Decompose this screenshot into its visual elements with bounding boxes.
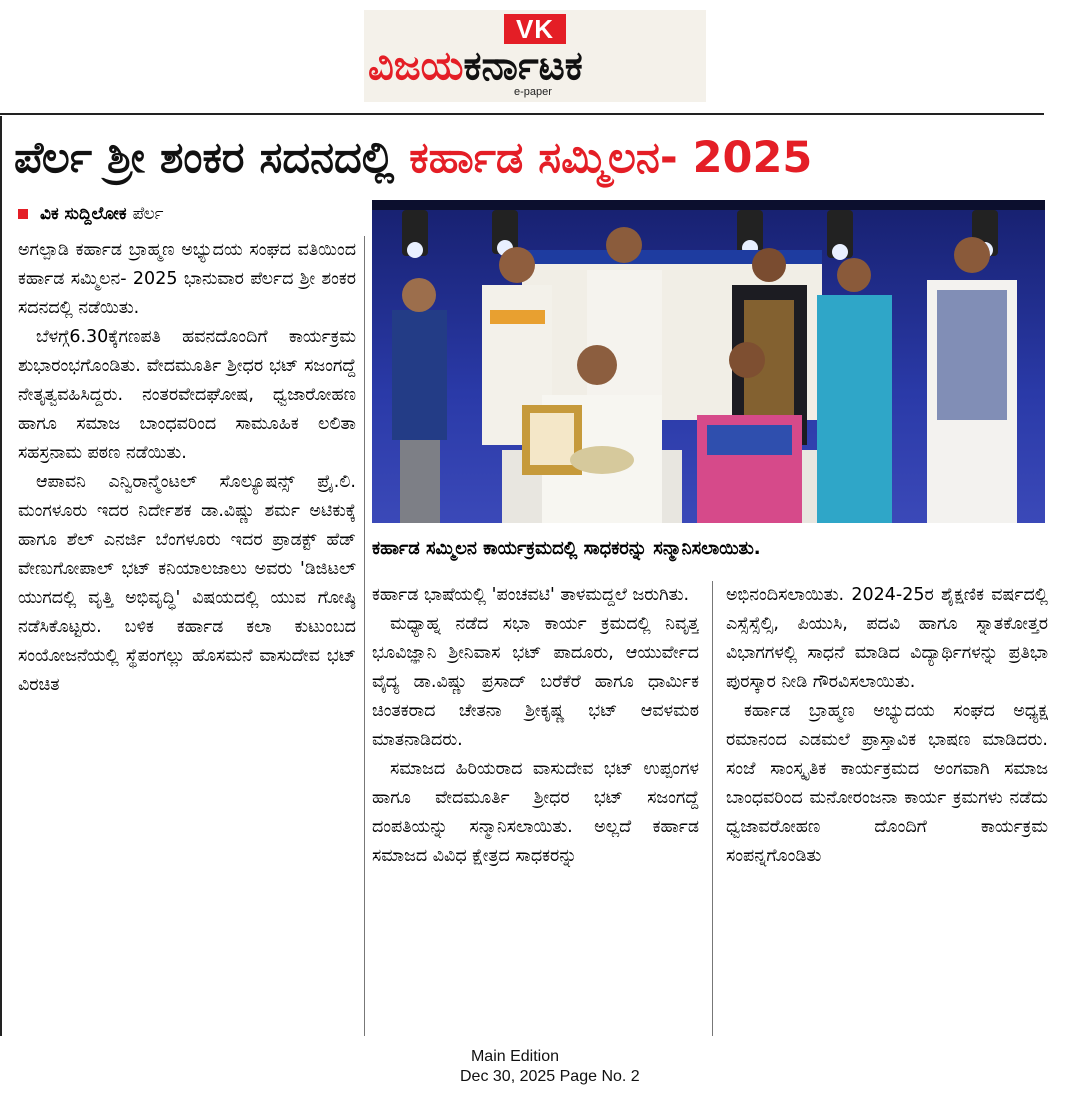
byline-square-icon (18, 209, 28, 219)
article-column-1 (18, 236, 356, 1036)
article-column-2 (372, 581, 699, 1036)
left-rule (0, 116, 2, 1036)
article-column-3 (726, 581, 1048, 1036)
headline (14, 126, 1054, 190)
brand-title-part1: ವಿಜಯ (368, 44, 464, 88)
event-photo (372, 200, 1045, 523)
edition-footer (460, 1047, 640, 1087)
paragraph: ಸಮಾಜದ ಹಿರಿಯರಾದ ವಾಸುದೇವ ಭಟ್ ಉಪ್ಪಂಗಳ ಹಾಗೂ ವೇದಮೂರ್ತಿ ಶ್ರೀಧರ ಭಟ್ ಸಜಂಗದ್ದೆ ದಂಪತಿಯನ್ನು ಸನ್ಮಾನಿಸಲಾಯಿತು. ಅಲ್ಲದೆ ಕರ್ಹಾಡ ಸಮಾಜದ ವಿವಿಧ ಕ್ಷೇತ್ರದ ಸಾಧಕರನ್ನು (372, 759, 699, 866)
byline (18, 200, 163, 228)
paragraph: ಅಗಲ್ಪಾಡಿ ಕರ್ಹಾಡ ಬ್ರಾಹ್ಮಣ ಅಭ್ಯುದಯ ಸಂಘದ ವತಿಯಿಂದ ಕರ್ಹಾಡ ಸಮ್ಮಿಲನ- 2025 ಭಾನುವಾರ ಪೆರ್ಲದ ಶ್ರೀ ಶಂಕರ ಸದನದಲ್ಲಿ ನಡೆಯಿತು. (18, 240, 356, 318)
edition-date-page: Dec 30, 2025 Page No. 2 (460, 1068, 640, 1085)
top-rule (0, 113, 1044, 115)
edition-name: Main Edition (470, 1048, 560, 1065)
epaper-label: e-paper (514, 86, 552, 98)
brand-title-part2: ಕರ್ನಾಟಕ (463, 44, 583, 88)
masthead-logo (364, 10, 706, 102)
byline-place: ಪೆರ್ಲ (132, 204, 164, 224)
headline-part1: ಪೆರ್ಲ ಶ್ರೀ ಶಂಕರ ಸದನದಲ್ಲಿ (14, 133, 395, 183)
paragraph: ಅಭಿನಂದಿಸಲಾಯಿತು. 2024-25ರ ಶೈಕ್ಷಣಿಕ ವರ್ಷದಲ್ಲಿ ಎಸ್ಸೆಸ್ಸೆಲ್ಸಿ, ಪಿಯುಸಿ, ಪದವಿ ಹಾಗೂ ಸ್ನಾತಕೋತ್ತರ ವಿಭಾಗಗಳಲ್ಲಿ ಸಾಧನೆ ಮಾಡಿದ ವಿದ್ಯಾರ್ಥಿಗಳನ್ನು ಪ್ರತಿಭಾ ಪುರಸ್ಕಾರ ನೀಡಿ ಗೌರವಿಸಲಾಯಿತು. (726, 585, 1048, 692)
paragraph: ಬೆಳಗ್ಗೆ6.30ಕ್ಕೆಗಣಪತಿ ಹವನದೊಂದಿಗೆ ಕಾರ್ಯಕ್ರಮ ಶುಭಾರಂಭಗೊಂಡಿತು. ವೇದಮೂರ್ತಿ ಶ್ರೀಧರ ಭಟ್ ಸಜಂಗದ್ದೆ ನೇತೃತ್ವವಹಿಸಿದ್ದರು. ನಂತರವೇದಘೋಷ, ಧ್ವಜಾರೋಹಣ ಹಾಗೂ ಸಮಾಜ ಬಾಂಧವರಿಂದ ಸಾಮೂಹಿಕ ಲಲಿತಾ ಸಹಸ್ರನಾಮ ಪಠಣ ನಡೆಯಿತು. (18, 327, 356, 463)
paragraph: ಮಧ್ಯಾಹ್ನ ನಡೆದ ಸಭಾ ಕಾರ್ಯ ಕ್ರಮದಲ್ಲಿ ನಿವೃತ್ತ ಭೂವಿಜ್ಞಾನಿ ಶ್ರೀನಿವಾಸ ಭಟ್ ಪಾದೂರು, ಆಯುರ್ವೇದ ವೈದ್ಯ ಡಾ.ವಿಷ್ಣು ಪ್ರಸಾದ್ ಬರೆಕೆರೆ ಹಾಗೂ ಧಾರ್ಮಿಕ ಚಿಂತಕರಾದ ಚೇತನಾ ಶ್ರೀಕೃಷ್ಣ ಭಟ್ ಆವಳಮಠ ಮಾತನಾಡಿದರು. (372, 614, 699, 750)
paragraph: ಆಪಾವನಿ ಎನ್ವಿರಾನ್ಮೆಂಟಲ್ ಸೊಲ್ಯೂಷನ್ಸ್ ಪ್ರೈ.ಲಿ. ಮಂಗಳೂರು ಇದರ ನಿರ್ದೇಶಕ ಡಾ.ವಿಷ್ಣು ಶರ್ಮ ಅಟಿಕುಕ್ಕೆ ಹಾಗೂ ಶೆಲ್ ಎನರ್ಜಿ ಬೆಂಗಳೂರು ಇದರ ಪ್ರಾಡಕ್ಟ್ ಹೆಡ್ ವೇಣುಗೋಪಾಲ್ ಭಟ್ ಕನಿಯಾಲಜಾಲು ಅವರು 'ಡಿಜಿಟಲ್ ಯುಗದಲ್ಲಿ ವೃತ್ತಿ ಅಭಿವೃದ್ಧಿ' ವಿಷಯದಲ್ಲಿ ಯುವ ಗೋಷ್ಠಿ ನಡೆಸಿಕೊಟ್ಟರು. ಬಳಿಕ ಕರ್ಹಾಡ ಕಲಾ ಕುಟುಂಬದ ಸಂಯೋಜನೆಯಲ್ಲಿ ಸ್ಥೆಪಂಗಲ್ಲು ಹೊಸಮನೆ ವಾಸುದೇವ ಭಟ್ ವಿರಚಿತ (18, 472, 356, 695)
paragraph: ಕರ್ಹಾಡ ಭಾಷೆಯಲ್ಲಿ 'ಪಂಚವಟಿ' ತಾಳಮದ್ದಲೆ ಜರುಗಿತು. (372, 585, 690, 605)
column-rule-1 (364, 236, 365, 1036)
column-rule-2 (712, 581, 713, 1036)
paragraph: ಕರ್ಹಾಡ ಬ್ರಾಹ್ಮಣ ಅಭ್ಯುದಯ ಸಂಘದ ಅಧ್ಯಕ್ಷ ರಮಾನಂದ ಎಡಮಲೆ ಪ್ರಾಸ್ತಾವಿಕ ಭಾಷಣ ಮಾಡಿದರು. ಸಂಜೆ ಸಾಂಸ್ಕೃತಿಕ ಕಾರ್ಯಕ್ರಮದ ಅಂಗವಾಗಿ ಸಮಾಜ ಬಾಂಧವರಿಂದ ಮನೋರಂಜನಾ ಕಾರ್ಯ ಕ್ರಮಗಳು ನಡೆದು ಧ್ವಜಾವರೋಹಣ ದೊಂದಿಗೆ ಕಾರ್ಯಕ್ರಮ ಸಂಪನ್ನಗೊಂಡಿತು (726, 701, 1048, 866)
byline-bureau: ವಿಕ ಸುದ್ದಿಲೋಕ (40, 204, 127, 224)
brand-title (368, 44, 704, 88)
vk-badge: VK (504, 14, 566, 44)
headline-part2: ಕರ್ಹಾಡ ಸಮ್ಮಿಲನ- 2025 (409, 133, 813, 183)
photo-caption: ಕರ್ಹಾಡ ಸಮ್ಮಿಲನ ಕಾರ್ಯಕ್ರಮದಲ್ಲಿ ಸಾಧಕರನ್ನು ಸನ್ಮಾನಿಸಲಾಯಿತು. (372, 538, 761, 559)
